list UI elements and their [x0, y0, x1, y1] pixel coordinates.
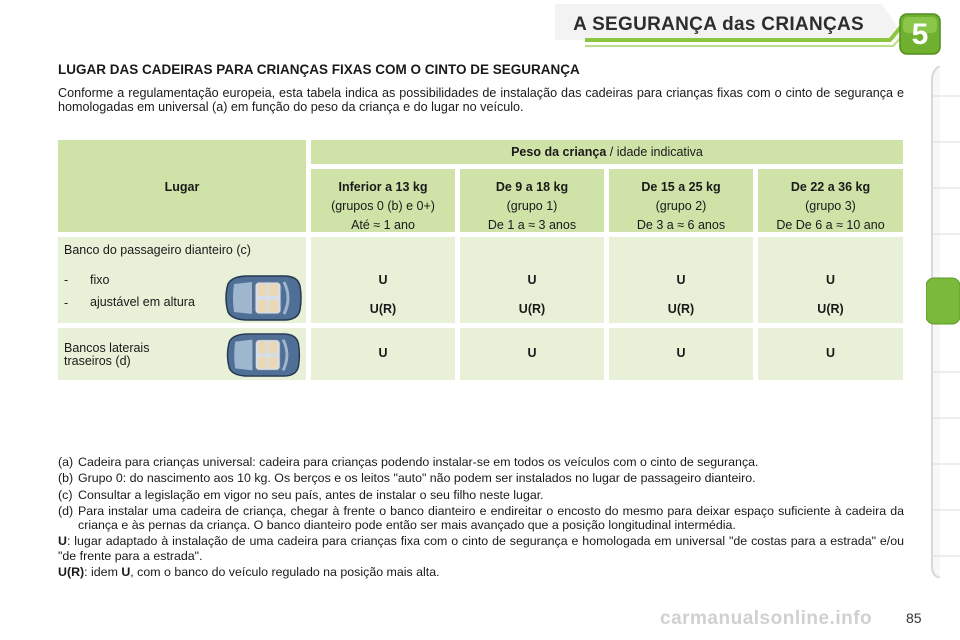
legend-ur-u: U	[121, 565, 131, 580]
lugar-header-text: Lugar	[164, 180, 200, 194]
weight-header	[311, 140, 903, 164]
footnote-text: Grupo 0: do nascimento aos 10 kg. Os berços e os leitos "auto" não podem ser instalados no lugar de passageiro dianteiro.	[78, 471, 756, 486]
option-dash: -	[64, 296, 69, 310]
page-number: 85	[906, 610, 922, 626]
footnote-a	[58, 455, 904, 469]
row-rear-seats-cell-1	[460, 328, 604, 380]
legend-ur-text: , com o banco do veículo regulado na posição mais alta.	[130, 565, 440, 580]
legend-u	[58, 534, 904, 563]
footnote-d	[58, 504, 904, 533]
value-fixed: U	[676, 273, 686, 287]
weight-header-bold: Peso da criança	[511, 145, 607, 159]
value-raised: U(R)	[817, 302, 844, 316]
legend-ur-label: U(R)	[58, 565, 85, 580]
option-fixed: fixo	[90, 273, 110, 287]
footnote-c	[58, 488, 904, 502]
row-front-passenger-cell-2	[609, 237, 753, 323]
row-title: Banco do passageiro dianteiro (c)	[64, 243, 251, 257]
footnote-label: (c)	[58, 487, 73, 502]
car-rear-seat-icon	[222, 332, 302, 378]
column-age: Até ≈ 1 ano	[351, 218, 415, 232]
legend-ur	[58, 565, 904, 579]
chapter-title: A SEGURANÇA das CRIANÇAS	[573, 14, 864, 35]
row-rear-seats-cell-2	[609, 328, 753, 380]
row-front-passenger-cell-3	[758, 237, 903, 323]
value-fixed: U	[378, 273, 388, 287]
weight-header-rest: / idade indicativa	[606, 145, 703, 159]
column-weight: De 9 a 18 kg	[495, 180, 569, 194]
column-group: (grupo 3)	[805, 199, 856, 213]
column-group: (grupos 0 (b) e 0+)	[331, 199, 435, 213]
column-age: De De 6 a ≈ 10 ano	[776, 218, 885, 232]
intro-paragraph: Conforme a regulamentação europeia, esta tabela indica as possibilidades de instalação das cadeiras para crianças fixas com o cinto de segurança e homologadas em universal (a) em função do peso da criança e do lugar no veículo.	[58, 86, 904, 114]
footnotes	[58, 455, 904, 581]
column-age: De 1 a ≈ 3 anos	[487, 218, 577, 232]
legend-ur-mid: : idem	[84, 565, 122, 580]
option-height-adjustable: ajustável em altura	[90, 295, 195, 309]
value: U	[676, 346, 686, 360]
legend-u-label: U	[58, 534, 67, 549]
value-raised: U(R)	[518, 302, 546, 316]
footnote-label: (a)	[58, 455, 74, 469]
footnote-label: (d)	[58, 503, 74, 518]
row-front-passenger-cell-1	[460, 237, 604, 323]
value-raised: U(R)	[369, 302, 397, 316]
value-raised: U(R)	[667, 302, 695, 316]
value-fixed: U	[825, 273, 836, 287]
footnote-text: Para instalar uma cadeira de criança, chegar à frente o banco dianteiro e endireitar o encosto do mesmo para deixar espaço suficiente à cadeira da criança e às pernas da criança. O banco dianteiro pode então ser mais avançado que a posição longitudinal intermédia.	[78, 503, 904, 533]
value: U	[825, 346, 836, 360]
row-title: Bancos laterais traseiros (d)	[64, 341, 150, 368]
option-dash: -	[64, 273, 69, 287]
column-header-0	[311, 169, 455, 232]
column-age: De 3 a ≈ 6 anos	[636, 218, 726, 232]
column-weight: De 22 a 36 kg	[790, 180, 871, 194]
footnote-label: (b)	[58, 471, 74, 486]
column-weight: Inferior a 13 kg	[338, 180, 428, 194]
lugar-header	[58, 140, 306, 232]
value: U	[378, 346, 388, 360]
footnote-b	[58, 471, 904, 485]
chapter-tabs	[926, 66, 960, 578]
column-header-1	[460, 169, 604, 232]
row-rear-seats-cell-0	[311, 328, 455, 380]
section-title: LUGAR DAS CADEIRAS PARA CRIANÇAS FIXAS COM O CINTO DE SEGURANÇA	[58, 62, 580, 77]
value: U	[527, 346, 537, 360]
column-weight: De 15 a 25 kg	[641, 180, 721, 194]
legend-u-text: : lugar adaptado à instalação de uma cadeira para crianças fixa com o cinto de segurança e homologada em universal "de costas para a estrada" e/ou "de frente para a estrada".	[58, 534, 904, 563]
column-group: (grupo 2)	[655, 199, 707, 213]
column-header-3	[758, 169, 903, 232]
watermark: carmanualsonline.info	[660, 608, 873, 629]
footnote-text: Cadeira para crianças universal: cadeira para crianças podendo instalar-se em todos os veículos com o cinto de segurança.	[78, 455, 759, 469]
chapter-number: 5	[911, 18, 929, 51]
row-front-passenger-cell-0	[311, 237, 455, 323]
value-fixed: U	[527, 273, 537, 287]
column-header-2	[609, 169, 753, 232]
car-front-seat-icon	[222, 274, 302, 322]
column-group: (grupo 1)	[506, 199, 558, 213]
footnote-text: Consultar a legislação em vigor no seu país, antes de instalar o seu filho neste lugar.	[78, 487, 544, 502]
row-rear-seats-cell-3	[758, 328, 903, 380]
